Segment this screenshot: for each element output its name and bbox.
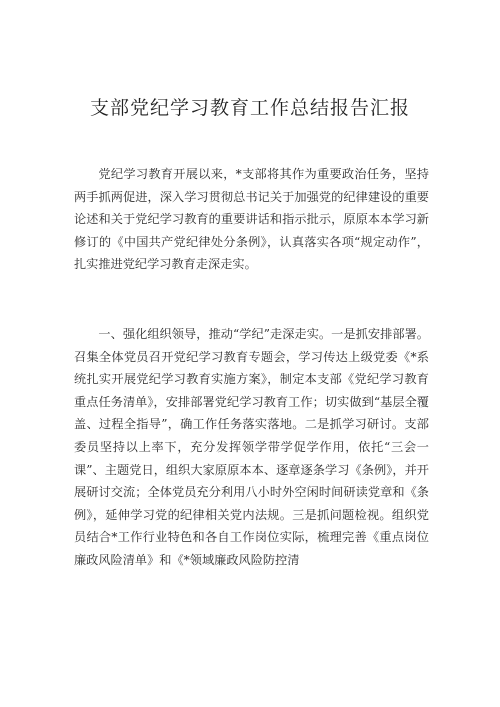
- section-one-paragraph: 一、强化组织领导，推动“学纪”走深走实。一是抓安排部署。召集全体党员召开党纪学习教育专题会，学习传达上级党委《*系统扎实开展党纪学习教育实施方案》，制定本支部《党纪学习教育重点任务清单》，安排部署党纪学习教育工作；切实做到“基层全覆盖、过程全指导”，确工作任务落实落地。二是抓学习研讨。支部委员坚持以上率下，充分发挥领学带学促学作用，依托“三会一课”、主题党日，组织大家原原本本、逐章逐条学习《条例》，并开展研讨交流；全体党员充分利用八小时外空闲时间研读党章和《条例》，延伸学习党的纪律相关党内法规。三是抓问题检视。组织党员结合*工作行业特色和各自工作岗位实际，梳理完善《重点岗位廉政风险清单》和《*领域廉政风险防控清: [74, 327, 429, 567]
- intro-paragraph: 党纪学习教育开展以来，*支部将其作为重要政治任务，坚持两手抓两促进，深入学习贯彻总书记关于加强党的纪律建设的重要论述和关于党纪学习教育的重要讲话和指示批示，原原本本学习新修订的《中国共产党纪律处分条例》，认真落实各项“规定动作”，扎实推进党纪学习教育走深走实。: [74, 167, 429, 272]
- document-title: 支部党纪学习教育工作总结报告汇报: [89, 97, 410, 119]
